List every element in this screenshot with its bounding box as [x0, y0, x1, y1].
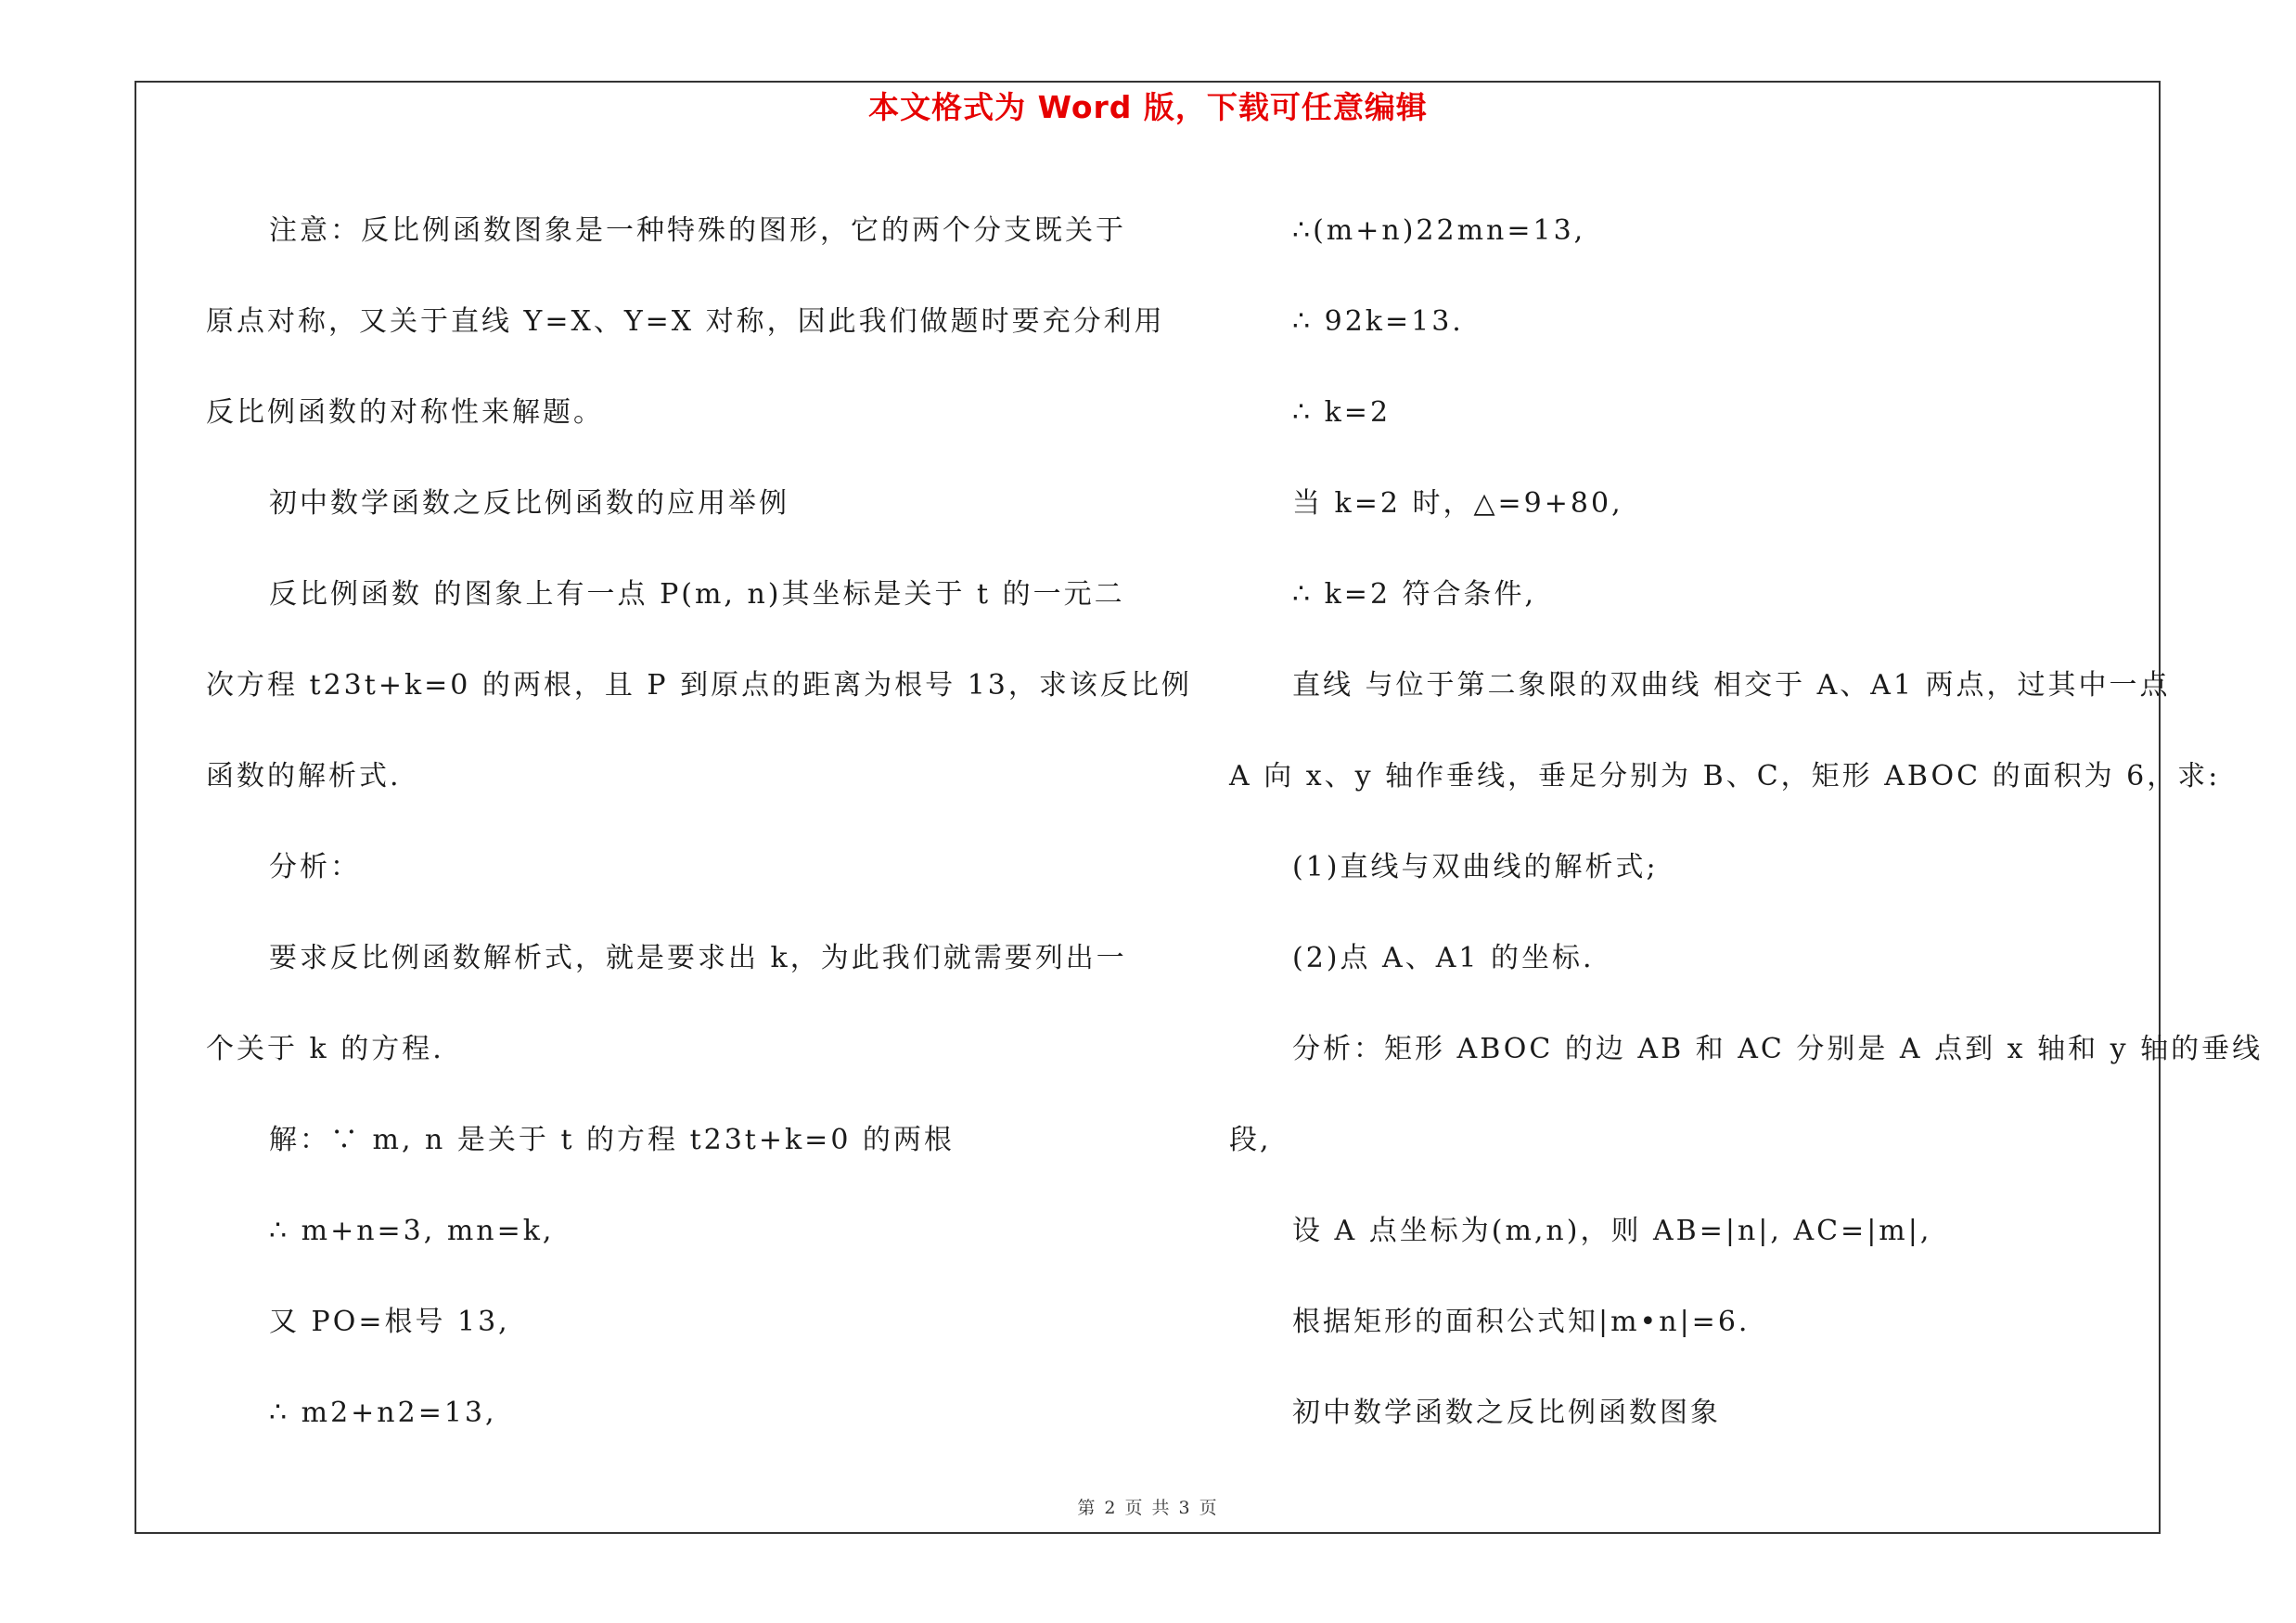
text-line: 原点对称，又关于直线 Y=X、Y=X 对称，因此我们做题时要充分利用 [206, 305, 1165, 338]
text-line: (1)直线与双曲线的解析式; [1292, 851, 1659, 883]
text-line: 初中数学函数之反比例函数图象 [1292, 1397, 1721, 1429]
text-line: 解：∵ m, n 是关于 t 的方程 t23t+k=0 的两根 [269, 1124, 955, 1156]
text-line: 初中数学函数之反比例函数的应用举例 [269, 487, 789, 520]
text-line: (2)点 A、A1 的坐标. [1292, 942, 1595, 974]
text-line: 分析： [269, 851, 361, 883]
text-line: 设 A 点坐标为(m,n)，则 AB=|n|, AC=|m|, [1292, 1215, 1932, 1247]
text-line: 当 k=2 时，△=9+80, [1292, 487, 1623, 520]
text-line: ∴ m2+n2=13, [269, 1397, 497, 1429]
text-line: ∴ k=2 符合条件, [1292, 578, 1537, 611]
text-line: 又 PO=根号 13, [269, 1306, 510, 1338]
text-line: ∴ k=2 [1292, 396, 1392, 429]
page-number-footer: 第 2 页 共 3 页 [1077, 1498, 1219, 1518]
text-line: ∴(m+n)22mn=13, [1292, 214, 1586, 247]
text-line: 反比例函数的对称性来解题。 [206, 396, 604, 429]
text-line: ∴ m+n=3, mn=k, [269, 1215, 555, 1247]
left-text-column [206, 186, 1192, 1459]
word-format-banner: 本文格式为 Word 版，下载可任意编辑 [868, 89, 1428, 125]
text-line: 次方程 t23t+k=0 的两根，且 P 到原点的距离为根号 13，求该反比例 [206, 669, 1192, 702]
text-line: 要求反比例函数解析式，就是要求出 k，为此我们就需要列出一 [269, 942, 1127, 974]
text-line: 注意：反比例函数图象是一种特殊的图形，它的两个分支既关于 [269, 214, 1126, 247]
text-line: 个关于 k 的方程. [206, 1033, 444, 1065]
text-line: 根据矩形的面积公式知|m•n|=6. [1292, 1306, 1751, 1338]
text-line: ∴ 92k=13. [1292, 305, 1464, 338]
text-line: 段, [1229, 1124, 1272, 1156]
text-line: 函数的解析式. [206, 760, 402, 792]
text-line: 分析：矩形 ABOC 的边 AB 和 AC 分别是 A 点到 x 轴和 y 轴的垂线 [1292, 1033, 2264, 1065]
right-text-column [1229, 186, 2264, 1459]
text-line: 反比例函数 的图象上有一点 P(m, n)其坐标是关于 t 的一元二 [269, 578, 1125, 611]
text-line: A 向 x、y 轴作垂线，垂足分别为 B、C，矩形 ABOC 的面积为 6，求: [1229, 760, 2221, 792]
text-line: 直线 与位于第二象限的双曲线 相交于 A、A1 两点，过其中一点 [1292, 669, 2171, 702]
